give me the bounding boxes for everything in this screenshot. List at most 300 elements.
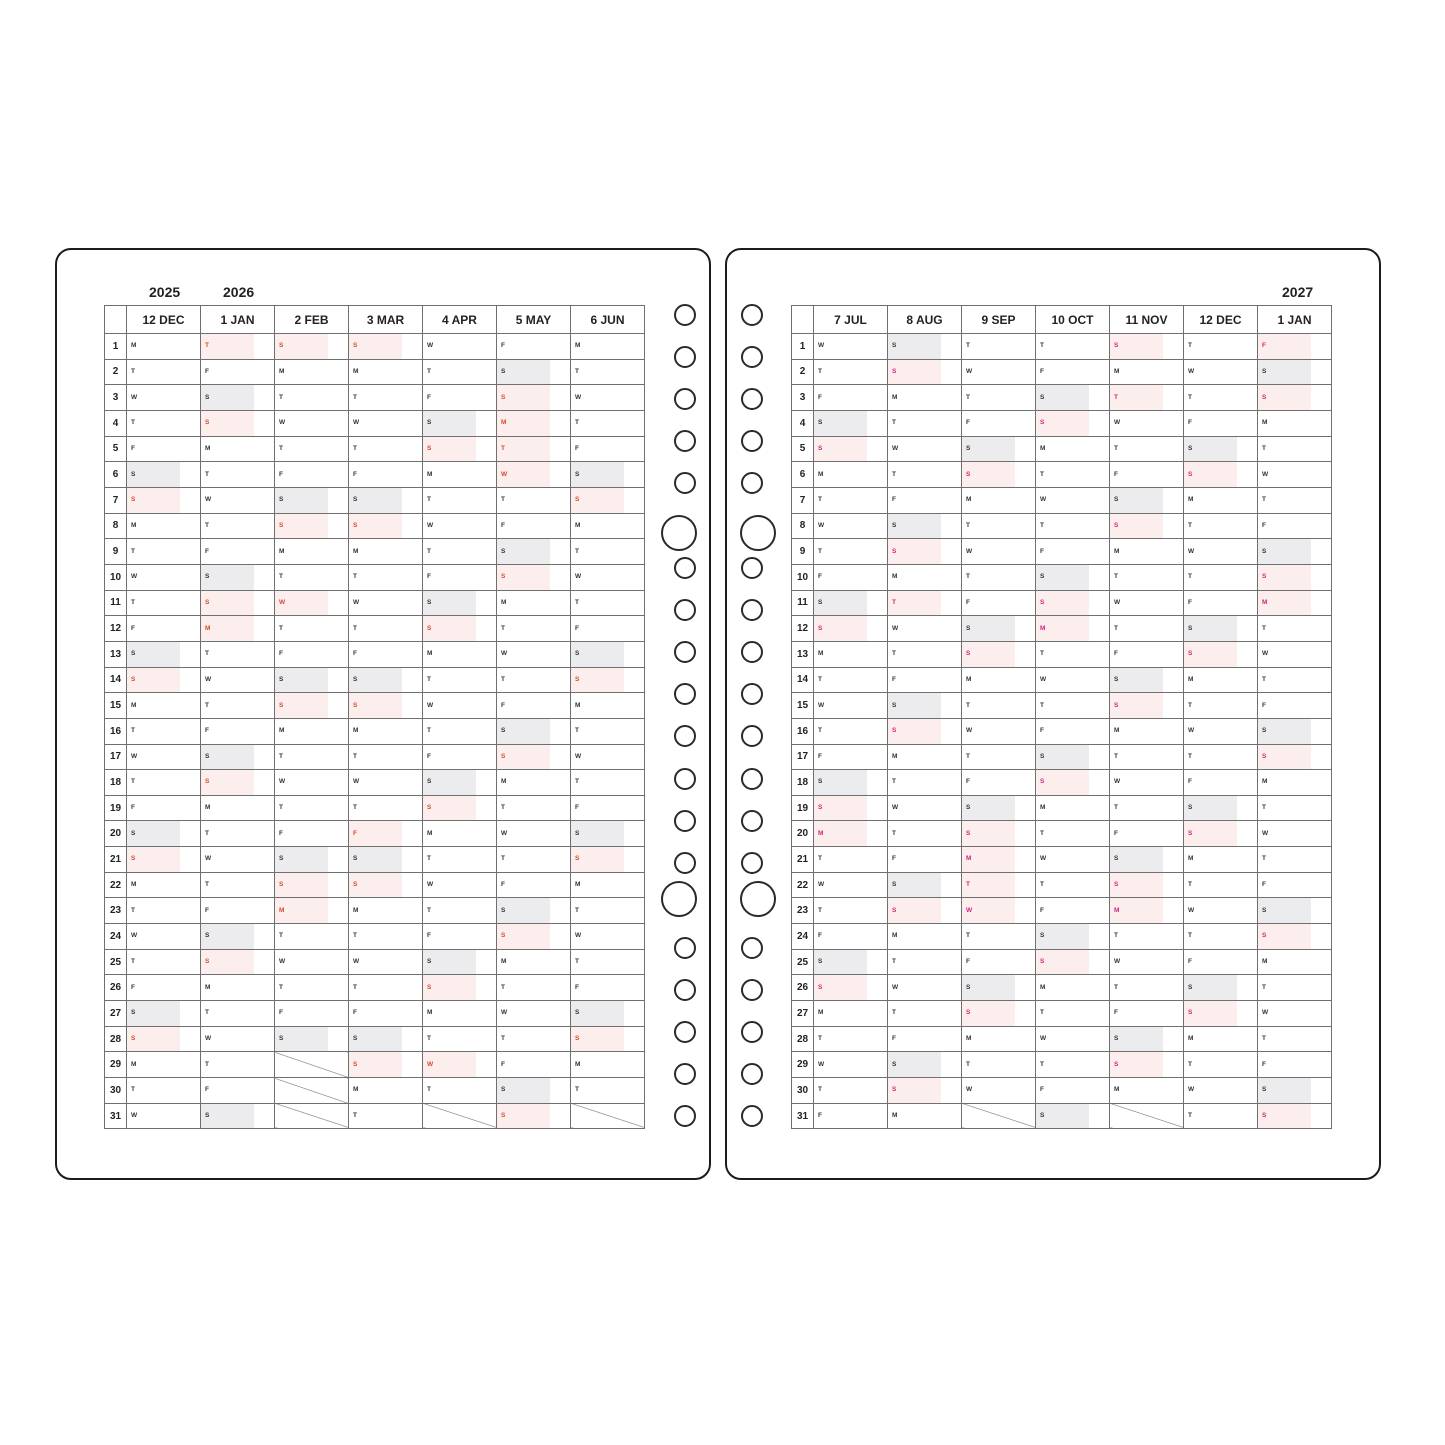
day-cell [275, 795, 349, 821]
day-cell [275, 718, 349, 744]
day-cell [962, 539, 1036, 565]
day-number: 13 [792, 641, 814, 667]
day-row [105, 436, 645, 462]
weekday-letter: S [892, 1060, 897, 1068]
month-header-4-apr: 4 APR [423, 306, 497, 334]
day-cell [201, 667, 275, 693]
weekday-letter: T [1040, 880, 1044, 888]
weekday-letter: T [205, 521, 209, 529]
day-cell [275, 513, 349, 539]
day-cell [497, 693, 571, 719]
weekday-letter: S [966, 983, 971, 991]
day-cell [814, 1001, 888, 1027]
day-cell [888, 436, 962, 462]
day-cell [275, 975, 349, 1001]
day-cell [888, 1001, 962, 1027]
day-cell [201, 718, 275, 744]
day-cell [1184, 744, 1258, 770]
month-header-9-sep: 9 SEP [962, 306, 1036, 334]
right-page [725, 248, 1381, 1180]
day-number: 17 [105, 744, 127, 770]
weekday-letter: T [427, 726, 431, 734]
weekday-letter: S [1188, 1009, 1193, 1017]
day-cell [201, 590, 275, 616]
day-number: 10 [105, 564, 127, 590]
day-cell [1258, 590, 1332, 616]
weekday-letter: W [966, 906, 973, 914]
weekday-letter: S [353, 496, 358, 504]
day-cell [127, 513, 201, 539]
day-cell [962, 770, 1036, 796]
day-cell [275, 872, 349, 898]
day-cell [814, 513, 888, 539]
weekday-letter: T [427, 547, 431, 555]
day-cell [423, 539, 497, 565]
weekday-letter: T [575, 547, 579, 555]
day-row [105, 641, 645, 667]
day-row [792, 693, 1332, 719]
binder-hole [674, 768, 696, 790]
day-cell [888, 590, 962, 616]
weekday-letter: W [1040, 496, 1047, 504]
day-cell [1184, 616, 1258, 642]
day-cell [1036, 744, 1110, 770]
day-cell [201, 1078, 275, 1104]
day-number: 1 [105, 334, 127, 360]
day-cell [423, 795, 497, 821]
weekday-letter: T [818, 675, 822, 683]
day-cell [962, 1052, 1036, 1078]
day-cell [1184, 410, 1258, 436]
day-number: 27 [105, 1001, 127, 1027]
day-number: 3 [792, 385, 814, 411]
weekday-letter: W [1262, 470, 1269, 478]
day-number: 21 [792, 847, 814, 873]
day-cell [1258, 462, 1332, 488]
day-cell [888, 795, 962, 821]
weekday-letter: S [575, 496, 580, 504]
day-cell [201, 924, 275, 950]
binder-hole-large [661, 515, 697, 551]
binder-hole [674, 1105, 696, 1127]
day-cell [1036, 385, 1110, 411]
day-number: 20 [792, 821, 814, 847]
day-row [105, 1103, 645, 1129]
weekday-letter: F [353, 470, 357, 478]
weekday-letter: S [1114, 496, 1119, 504]
weekday-letter: M [1262, 778, 1268, 786]
day-cell [1258, 1052, 1332, 1078]
day-row [105, 898, 645, 924]
weekday-letter: S [966, 444, 971, 452]
weekday-letter: M [501, 598, 507, 606]
day-cell [497, 744, 571, 770]
day-cell [814, 667, 888, 693]
binder-hole [674, 599, 696, 621]
day-cell [497, 847, 571, 873]
weekday-letter: F [1114, 470, 1118, 478]
day-cell [1110, 616, 1184, 642]
day-cell [349, 359, 423, 385]
weekday-letter: W [279, 957, 286, 965]
day-cell [275, 436, 349, 462]
day-cell [1036, 872, 1110, 898]
weekday-letter: M [1262, 957, 1268, 965]
weekday-letter: S [575, 470, 580, 478]
weekday-letter: S [205, 957, 210, 965]
day-row [792, 359, 1332, 385]
weekday-letter: F [966, 957, 970, 965]
weekday-letter: T [1040, 649, 1044, 657]
day-cell [1258, 1103, 1332, 1129]
weekday-letter: M [205, 444, 211, 452]
weekday-letter: T [1188, 342, 1192, 350]
day-cell [1110, 718, 1184, 744]
weekday-letter: W [966, 726, 973, 734]
weekday-letter: F [205, 726, 209, 734]
day-cell [1258, 513, 1332, 539]
weekday-letter: T [575, 778, 579, 786]
weekday-letter: F [1040, 906, 1044, 914]
weekday-letter: S [205, 1111, 210, 1119]
weekday-letter: S [501, 572, 506, 580]
weekday-letter: T [575, 598, 579, 606]
day-cell [962, 975, 1036, 1001]
day-cell [571, 667, 645, 693]
weekday-letter: T [892, 598, 896, 606]
weekday-letter: S [501, 1111, 506, 1119]
weekday-letter: T [575, 419, 579, 427]
day-row [792, 718, 1332, 744]
weekday-letter: S [501, 752, 506, 760]
weekday-letter: W [1188, 367, 1195, 375]
day-cell [1184, 436, 1258, 462]
day-number: 15 [105, 693, 127, 719]
day-cell [962, 462, 1036, 488]
day-cell [275, 821, 349, 847]
day-cell [888, 334, 962, 360]
weekday-letter: F [966, 778, 970, 786]
weekday-letter: T [279, 572, 283, 580]
day-cell [962, 667, 1036, 693]
weekday-letter: T [205, 1060, 209, 1068]
weekday-letter: F [575, 444, 579, 452]
weekday-letter: F [1040, 547, 1044, 555]
weekday-letter: S [1114, 1060, 1119, 1068]
day-cell [1110, 949, 1184, 975]
day-cell [201, 1026, 275, 1052]
month-header-10-oct: 10 OCT [1036, 306, 1110, 334]
day-cell [127, 539, 201, 565]
month-header-7-jul: 7 JUL [814, 306, 888, 334]
weekday-letter: S [892, 547, 897, 555]
weekday-letter: W [427, 342, 434, 350]
day-cell [571, 975, 645, 1001]
weekday-letter: W [966, 1086, 973, 1094]
weekday-letter: S [1188, 624, 1193, 632]
day-cell [1036, 924, 1110, 950]
day-cell [127, 718, 201, 744]
weekday-letter: M [892, 752, 898, 760]
day-row [792, 667, 1332, 693]
day-cell [1110, 1001, 1184, 1027]
day-cell [962, 410, 1036, 436]
day-cell [1258, 436, 1332, 462]
day-cell [962, 821, 1036, 847]
weekday-letter: T [1188, 752, 1192, 760]
weekday-letter: T [279, 624, 283, 632]
weekday-letter: T [1188, 521, 1192, 529]
weekday-letter: W [818, 342, 825, 350]
day-cell [497, 949, 571, 975]
day-cell [962, 641, 1036, 667]
day-number: 22 [792, 872, 814, 898]
day-cell [1258, 1078, 1332, 1104]
binder-hole [741, 388, 763, 410]
day-cell [571, 641, 645, 667]
day-number: 16 [105, 718, 127, 744]
day-cell [1184, 385, 1258, 411]
day-cell [888, 693, 962, 719]
day-cell [127, 616, 201, 642]
binder-hole [741, 979, 763, 1001]
day-cell [1184, 949, 1258, 975]
day-row [105, 385, 645, 411]
weekday-letter: M [575, 701, 581, 709]
weekday-letter: S [818, 778, 823, 786]
day-number: 15 [792, 693, 814, 719]
weekday-letter: T [131, 957, 135, 965]
day-cell [497, 462, 571, 488]
weekday-letter: W [353, 419, 360, 427]
weekday-letter: T [131, 1086, 135, 1094]
weekday-letter: M [818, 649, 824, 657]
weekday-letter: W [575, 932, 582, 940]
day-cell [201, 564, 275, 590]
day-row [105, 1001, 645, 1027]
day-cell [127, 1078, 201, 1104]
weekday-letter: S [1040, 778, 1045, 786]
weekday-letter: M [892, 1111, 898, 1119]
day-cell [275, 924, 349, 950]
day-cell [497, 436, 571, 462]
weekday-letter: M [966, 496, 972, 504]
weekday-letter: W [1188, 906, 1195, 914]
day-row [792, 590, 1332, 616]
day-number: 24 [792, 924, 814, 950]
day-cell [571, 487, 645, 513]
day-cell [201, 975, 275, 1001]
day-cell [962, 513, 1036, 539]
weekday-letter: M [427, 829, 433, 837]
day-cell [423, 821, 497, 847]
day-cell [127, 693, 201, 719]
day-cell [497, 410, 571, 436]
month-header-8-aug: 8 AUG [888, 306, 962, 334]
weekday-letter: F [1040, 367, 1044, 375]
weekday-letter: S [353, 342, 358, 350]
weekday-letter: T [1262, 1034, 1266, 1042]
weekday-letter: M [279, 906, 285, 914]
weekday-letter: S [131, 470, 136, 478]
day-number: 27 [792, 1001, 814, 1027]
day-cell [349, 334, 423, 360]
day-row [792, 795, 1332, 821]
day-cell [962, 334, 1036, 360]
day-cell [349, 847, 423, 873]
weekday-letter: M [131, 880, 137, 888]
day-cell [962, 436, 1036, 462]
weekday-letter: S [1262, 1111, 1267, 1119]
weekday-letter: S [818, 598, 823, 606]
binder-hole [741, 937, 763, 959]
day-row [792, 744, 1332, 770]
weekday-letter: S [575, 829, 580, 837]
day-cell [1036, 487, 1110, 513]
month-header-1-jan: 1 JAN [201, 306, 275, 334]
day-cell [814, 359, 888, 385]
weekday-letter: F [131, 624, 135, 632]
weekday-letter: F [131, 803, 135, 811]
weekday-letter: W [1040, 1034, 1047, 1042]
weekday-letter: S [427, 444, 432, 452]
day-cell [497, 795, 571, 821]
day-cell [1184, 872, 1258, 898]
day-cell [1110, 410, 1184, 436]
weekday-letter: F [279, 470, 283, 478]
weekday-letter: T [353, 983, 357, 991]
day-cell [497, 487, 571, 513]
day-number: 2 [792, 359, 814, 385]
weekday-letter: M [892, 393, 898, 401]
weekday-letter: S [427, 983, 432, 991]
day-cell [571, 359, 645, 385]
weekday-letter: W [205, 1034, 212, 1042]
day-cell [423, 718, 497, 744]
weekday-letter: S [1114, 342, 1119, 350]
weekday-letter: T [279, 393, 283, 401]
weekday-letter: T [131, 367, 135, 375]
weekday-letter: T [205, 701, 209, 709]
weekday-letter: F [575, 803, 579, 811]
weekday-letter: T [1114, 803, 1118, 811]
header-corner [792, 306, 814, 334]
day-row [792, 462, 1332, 488]
weekday-letter: S [818, 419, 823, 427]
weekday-letter: M [966, 855, 972, 863]
day-cell [1110, 975, 1184, 1001]
day-cell [1184, 487, 1258, 513]
binder-hole [741, 810, 763, 832]
weekday-letter: F [205, 367, 209, 375]
weekday-letter: M [1114, 367, 1120, 375]
day-row [105, 513, 645, 539]
weekday-letter: S [892, 906, 897, 914]
binder-hole [741, 430, 763, 452]
month-header-1-jan: 1 JAN [1258, 306, 1332, 334]
day-cell [349, 1052, 423, 1078]
day-cell [1110, 1052, 1184, 1078]
day-cell [423, 1001, 497, 1027]
day-cell [962, 487, 1036, 513]
day-cell [1036, 821, 1110, 847]
day-cell [888, 847, 962, 873]
day-cell [888, 949, 962, 975]
day-cell [1258, 487, 1332, 513]
day-cell [888, 1078, 962, 1104]
day-cell [349, 898, 423, 924]
day-cell [888, 898, 962, 924]
weekday-letter: T [966, 342, 970, 350]
weekday-letter: S [892, 521, 897, 529]
day-cell [571, 898, 645, 924]
weekday-letter: S [501, 367, 506, 375]
day-cell [571, 949, 645, 975]
day-cell [349, 924, 423, 950]
weekday-letter: S [353, 880, 358, 888]
weekday-letter: M [353, 367, 359, 375]
day-cell [962, 949, 1036, 975]
binder-hole [674, 557, 696, 579]
day-cell [571, 590, 645, 616]
weekday-letter: T [1188, 572, 1192, 580]
weekday-letter: T [1188, 1060, 1192, 1068]
day-cell [1184, 1052, 1258, 1078]
weekday-letter: T [353, 393, 357, 401]
weekday-letter: T [1188, 880, 1192, 888]
weekday-letter: T [353, 803, 357, 811]
weekday-letter: S [575, 675, 580, 683]
weekday-letter: T [279, 803, 283, 811]
day-row [792, 1052, 1332, 1078]
day-cell [1258, 975, 1332, 1001]
day-cell [962, 1026, 1036, 1052]
day-cell [962, 847, 1036, 873]
nonexistent-day-cell [275, 1103, 349, 1129]
weekday-letter: M [131, 1060, 137, 1068]
month-header-5-may: 5 MAY [497, 306, 571, 334]
day-cell [814, 410, 888, 436]
day-cell [814, 847, 888, 873]
weekday-letter: T [501, 624, 505, 632]
weekday-letter: F [353, 1009, 357, 1017]
day-cell [423, 487, 497, 513]
day-cell [1184, 1078, 1258, 1104]
day-cell [127, 667, 201, 693]
day-cell [349, 1078, 423, 1104]
day-cell [201, 436, 275, 462]
weekday-letter: F [966, 598, 970, 606]
day-cell [1184, 641, 1258, 667]
weekday-letter: S [1114, 1034, 1119, 1042]
weekday-letter: M [892, 572, 898, 580]
day-cell [1110, 385, 1184, 411]
day-cell [201, 693, 275, 719]
weekday-letter: S [1040, 932, 1045, 940]
day-cell [1258, 693, 1332, 719]
weekday-letter: S [966, 470, 971, 478]
day-row [792, 847, 1332, 873]
day-cell [127, 795, 201, 821]
day-number: 13 [105, 641, 127, 667]
day-row [105, 821, 645, 847]
weekday-letter: T [1262, 444, 1266, 452]
weekday-letter: S [501, 726, 506, 734]
day-cell [571, 436, 645, 462]
weekday-letter: T [818, 906, 822, 914]
day-cell [571, 924, 645, 950]
day-cell [497, 1103, 571, 1129]
